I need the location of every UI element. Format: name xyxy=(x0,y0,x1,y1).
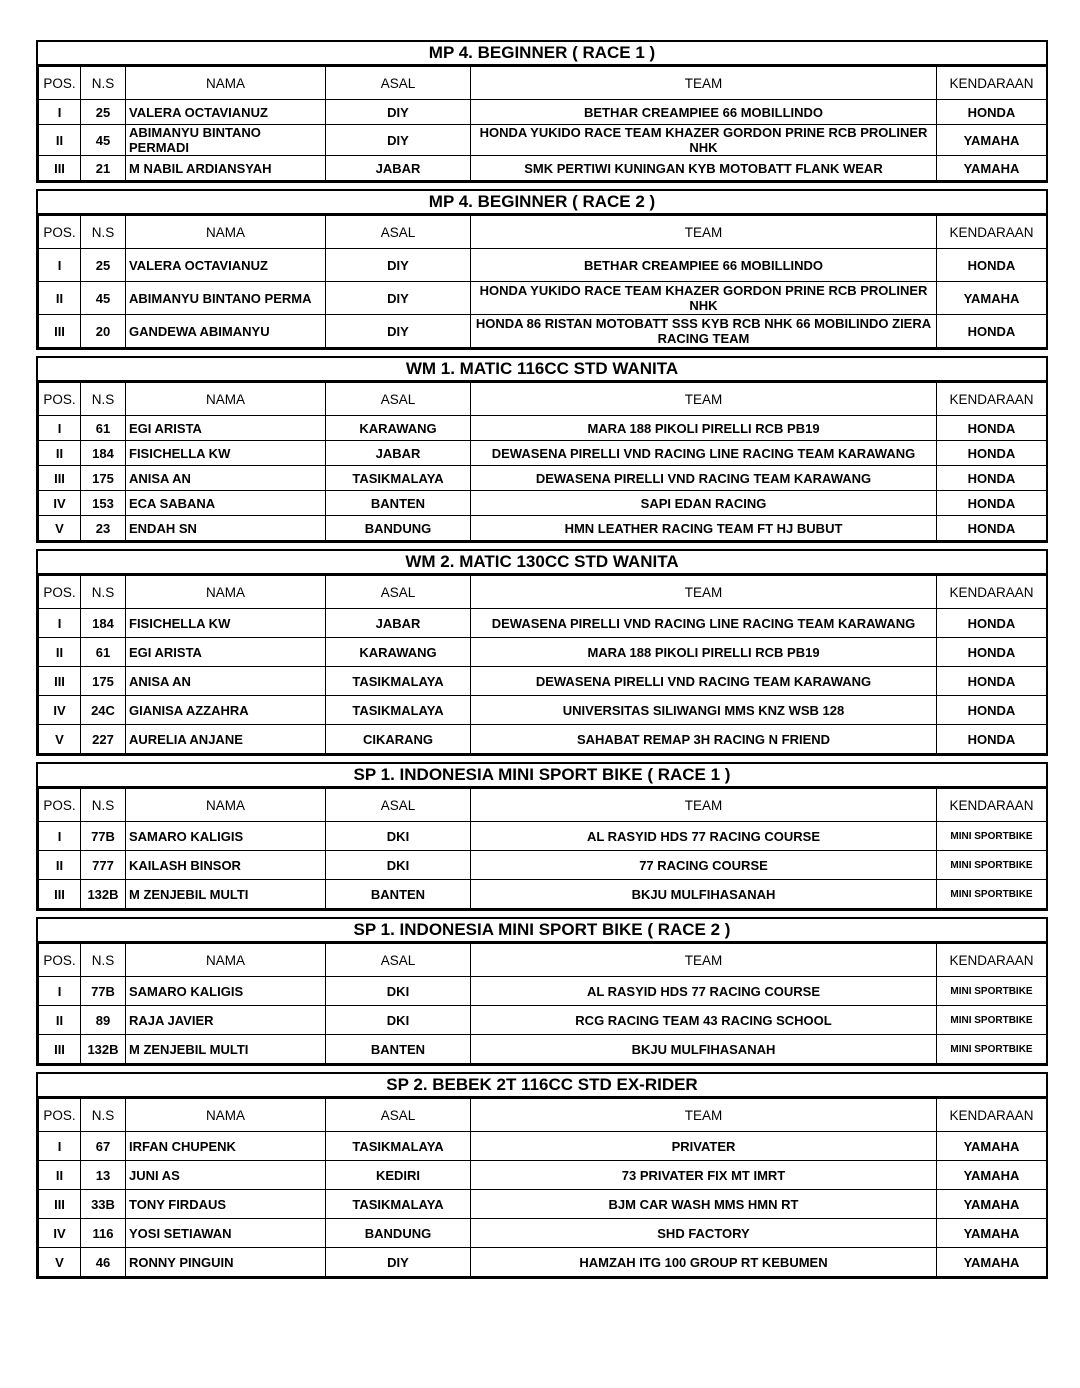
table-row xyxy=(39,100,1047,125)
cell-team: RCG RACING TEAM 43 RACING SCHOOL xyxy=(471,1006,937,1035)
cell-team: MARA 188 PIKOLI PIRELLI RCB PB19 xyxy=(471,416,937,441)
cell-ns: 184 xyxy=(81,441,126,466)
header-kendaraan: KENDARAAN xyxy=(937,576,1047,609)
cell-pos: II xyxy=(39,1161,81,1190)
cell-kendaraan: YAMAHA xyxy=(937,1248,1047,1277)
race-section xyxy=(36,1072,1048,1279)
section-title: SP 1. INDONESIA MINI SPORT BIKE ( RACE 1 ) xyxy=(38,764,1046,788)
cell-ns: 153 xyxy=(81,491,126,516)
header-ns: N.S xyxy=(81,216,126,249)
cell-pos: III xyxy=(39,466,81,491)
header-kendaraan: KENDARAAN xyxy=(937,1099,1047,1132)
header-ns: N.S xyxy=(81,67,126,100)
cell-ns: 20 xyxy=(81,315,126,348)
cell-kendaraan: HONDA xyxy=(937,725,1047,754)
cell-nama: EGI ARISTA xyxy=(126,638,326,667)
cell-team: MARA 188 PIKOLI PIRELLI RCB PB19 xyxy=(471,638,937,667)
cell-pos: III xyxy=(39,880,81,909)
cell-nama: RAJA JAVIER xyxy=(126,1006,326,1035)
cell-nama: ECA SABANA xyxy=(126,491,326,516)
cell-team: AL RASYID HDS 77 RACING COURSE xyxy=(471,977,937,1006)
cell-pos: V xyxy=(39,725,81,754)
section-title: SP 1. INDONESIA MINI SPORT BIKE ( RACE 2 ) xyxy=(38,919,1046,943)
cell-kendaraan: HONDA xyxy=(937,609,1047,638)
cell-nama: SAMARO KALIGIS xyxy=(126,822,326,851)
table-row xyxy=(39,977,1047,1006)
cell-nama: M ZENJEBIL MULTI xyxy=(126,1035,326,1064)
cell-pos: I xyxy=(39,249,81,282)
cell-team: SHD FACTORY xyxy=(471,1219,937,1248)
table-row xyxy=(39,725,1047,754)
cell-team: 73 PRIVATER FIX MT IMRT xyxy=(471,1161,937,1190)
table-row xyxy=(39,466,1047,491)
results-table xyxy=(38,1098,1047,1277)
table-row xyxy=(39,125,1047,156)
cell-asal: DKI xyxy=(326,822,471,851)
cell-nama: GIANISA AZZAHRA xyxy=(126,696,326,725)
cell-kendaraan: HONDA xyxy=(937,416,1047,441)
header-team: TEAM xyxy=(471,1099,937,1132)
cell-asal: DIY xyxy=(326,1248,471,1277)
cell-kendaraan: HONDA xyxy=(937,638,1047,667)
cell-ns: 21 xyxy=(81,156,126,181)
header-ns: N.S xyxy=(81,944,126,977)
table-row xyxy=(39,249,1047,282)
table-row xyxy=(39,851,1047,880)
cell-ns: 132B xyxy=(81,1035,126,1064)
cell-asal: JABAR xyxy=(326,156,471,181)
table-row xyxy=(39,638,1047,667)
header-asal: ASAL xyxy=(326,216,471,249)
cell-asal: DKI xyxy=(326,977,471,1006)
cell-team: BETHAR CREAMPIEE 66 MOBILLINDO xyxy=(471,100,937,125)
table-row xyxy=(39,441,1047,466)
cell-pos: IV xyxy=(39,1219,81,1248)
cell-kendaraan: HONDA xyxy=(937,100,1047,125)
header-kendaraan: KENDARAAN xyxy=(937,383,1047,416)
cell-ns: 184 xyxy=(81,609,126,638)
cell-team: HONDA 86 RISTAN MOTOBATT SSS KYB RCB NHK 66 MOBILINDO ZIERA RACING TEAM xyxy=(471,315,937,348)
cell-pos: III xyxy=(39,1035,81,1064)
cell-ns: 45 xyxy=(81,125,126,156)
header-team: TEAM xyxy=(471,789,937,822)
cell-asal: KARAWANG xyxy=(326,416,471,441)
header-nama: NAMA xyxy=(126,576,326,609)
cell-ns: 175 xyxy=(81,667,126,696)
cell-pos: II xyxy=(39,638,81,667)
cell-kendaraan: MINI SPORTBIKE xyxy=(937,1006,1047,1035)
header-ns: N.S xyxy=(81,576,126,609)
results-table xyxy=(38,215,1047,348)
results-table xyxy=(38,66,1047,181)
cell-kendaraan: HONDA xyxy=(937,491,1047,516)
cell-pos: II xyxy=(39,125,81,156)
cell-kendaraan: MINI SPORTBIKE xyxy=(937,851,1047,880)
header-pos: POS. xyxy=(39,1099,81,1132)
header-kendaraan: KENDARAAN xyxy=(937,67,1047,100)
cell-team: DEWASENA PIRELLI VND RACING LINE RACING TEAM KARAWANG xyxy=(471,609,937,638)
cell-asal: CIKARANG xyxy=(326,725,471,754)
cell-nama: ANISA AN xyxy=(126,466,326,491)
cell-team: SMK PERTIWI KUNINGAN KYB MOTOBATT FLANK WEAR xyxy=(471,156,937,181)
cell-nama: JUNI AS xyxy=(126,1161,326,1190)
cell-ns: 25 xyxy=(81,249,126,282)
cell-asal: KEDIRI xyxy=(326,1161,471,1190)
cell-kendaraan: MINI SPORTBIKE xyxy=(937,822,1047,851)
cell-kendaraan: YAMAHA xyxy=(937,1190,1047,1219)
cell-team: DEWASENA PIRELLI VND RACING LINE RACING TEAM KARAWANG xyxy=(471,441,937,466)
cell-asal: DIY xyxy=(326,315,471,348)
header-team: TEAM xyxy=(471,67,937,100)
header-nama: NAMA xyxy=(126,67,326,100)
cell-team: HONDA YUKIDO RACE TEAM KHAZER GORDON PRINE RCB PROLINER NHK xyxy=(471,125,937,156)
cell-ns: 61 xyxy=(81,638,126,667)
cell-team: BKJU MULFIHASANAH xyxy=(471,1035,937,1064)
cell-nama: VALERA OCTAVIANUZ xyxy=(126,249,326,282)
results-table xyxy=(38,788,1047,909)
header-nama: NAMA xyxy=(126,789,326,822)
cell-pos: II xyxy=(39,441,81,466)
cell-team: BJM CAR WASH MMS HMN RT xyxy=(471,1190,937,1219)
table-row xyxy=(39,1006,1047,1035)
cell-asal: DKI xyxy=(326,1006,471,1035)
header-pos: POS. xyxy=(39,67,81,100)
table-row xyxy=(39,491,1047,516)
cell-nama: YOSI SETIAWAN xyxy=(126,1219,326,1248)
cell-team: HONDA YUKIDO RACE TEAM KHAZER GORDON PRINE RCB PROLINER NHK xyxy=(471,282,937,315)
cell-ns: 13 xyxy=(81,1161,126,1190)
header-asal: ASAL xyxy=(326,383,471,416)
cell-pos: III xyxy=(39,1190,81,1219)
results-table xyxy=(38,575,1047,754)
header-pos: POS. xyxy=(39,216,81,249)
cell-team: AL RASYID HDS 77 RACING COURSE xyxy=(471,822,937,851)
table-row xyxy=(39,315,1047,348)
cell-asal: TASIKMALAYA xyxy=(326,1132,471,1161)
header-ns: N.S xyxy=(81,789,126,822)
header-kendaraan: KENDARAAN xyxy=(937,216,1047,249)
race-section xyxy=(36,40,1048,183)
cell-kendaraan: HONDA xyxy=(937,315,1047,348)
cell-pos: III xyxy=(39,156,81,181)
cell-kendaraan: YAMAHA xyxy=(937,125,1047,156)
cell-asal: TASIKMALAYA xyxy=(326,696,471,725)
cell-asal: DKI xyxy=(326,851,471,880)
race-section xyxy=(36,762,1048,911)
results-table xyxy=(38,943,1047,1064)
cell-nama: IRFAN CHUPENK xyxy=(126,1132,326,1161)
header-pos: POS. xyxy=(39,789,81,822)
cell-ns: 175 xyxy=(81,466,126,491)
cell-asal: DIY xyxy=(326,249,471,282)
cell-nama: M NABIL ARDIANSYAH xyxy=(126,156,326,181)
header-row xyxy=(39,1099,1047,1132)
cell-nama: ABIMANYU BINTANO PERMADI xyxy=(126,125,326,156)
table-row xyxy=(39,1035,1047,1064)
cell-pos: II xyxy=(39,282,81,315)
cell-kendaraan: HONDA xyxy=(937,516,1047,541)
cell-pos: IV xyxy=(39,491,81,516)
cell-nama: ANISA AN xyxy=(126,667,326,696)
section-title: WM 2. MATIC 130CC STD WANITA xyxy=(38,551,1046,575)
cell-nama: ENDAH SN xyxy=(126,516,326,541)
cell-kendaraan: MINI SPORTBIKE xyxy=(937,977,1047,1006)
results-table xyxy=(38,382,1047,541)
cell-kendaraan: HONDA xyxy=(937,441,1047,466)
cell-ns: 777 xyxy=(81,851,126,880)
cell-ns: 23 xyxy=(81,516,126,541)
cell-ns: 77B xyxy=(81,822,126,851)
header-team: TEAM xyxy=(471,383,937,416)
section-title: WM 1. MATIC 116CC STD WANITA xyxy=(38,358,1046,382)
header-row xyxy=(39,576,1047,609)
cell-asal: JABAR xyxy=(326,609,471,638)
header-row xyxy=(39,944,1047,977)
header-ns: N.S xyxy=(81,1099,126,1132)
cell-nama: ABIMANYU BINTANO PERMA xyxy=(126,282,326,315)
cell-pos: IV xyxy=(39,696,81,725)
cell-nama: VALERA OCTAVIANUZ xyxy=(126,100,326,125)
table-row xyxy=(39,667,1047,696)
cell-asal: TASIKMALAYA xyxy=(326,466,471,491)
header-kendaraan: KENDARAAN xyxy=(937,944,1047,977)
table-row xyxy=(39,822,1047,851)
cell-asal: JABAR xyxy=(326,441,471,466)
cell-ns: 61 xyxy=(81,416,126,441)
cell-asal: BANDUNG xyxy=(326,1219,471,1248)
cell-ns: 77B xyxy=(81,977,126,1006)
race-section xyxy=(36,917,1048,1066)
header-nama: NAMA xyxy=(126,944,326,977)
results-sheet xyxy=(36,40,1048,1279)
table-row xyxy=(39,416,1047,441)
table-row xyxy=(39,1132,1047,1161)
cell-pos: II xyxy=(39,851,81,880)
cell-team: SAPI EDAN RACING xyxy=(471,491,937,516)
cell-nama: FISICHELLA KW xyxy=(126,609,326,638)
header-asal: ASAL xyxy=(326,67,471,100)
header-nama: NAMA xyxy=(126,383,326,416)
table-row xyxy=(39,696,1047,725)
table-row xyxy=(39,282,1047,315)
race-section xyxy=(36,356,1048,543)
section-title: MP 4. BEGINNER ( RACE 1 ) xyxy=(38,42,1046,66)
table-row xyxy=(39,1219,1047,1248)
cell-asal: BANDUNG xyxy=(326,516,471,541)
cell-ns: 89 xyxy=(81,1006,126,1035)
cell-pos: II xyxy=(39,1006,81,1035)
cell-asal: DIY xyxy=(326,125,471,156)
cell-asal: BANTEN xyxy=(326,880,471,909)
cell-kendaraan: YAMAHA xyxy=(937,156,1047,181)
header-kendaraan: KENDARAAN xyxy=(937,789,1047,822)
header-row xyxy=(39,789,1047,822)
cell-asal: BANTEN xyxy=(326,491,471,516)
table-row xyxy=(39,1161,1047,1190)
header-ns: N.S xyxy=(81,383,126,416)
cell-team: HAMZAH ITG 100 GROUP RT KEBUMEN xyxy=(471,1248,937,1277)
cell-nama: AURELIA ANJANE xyxy=(126,725,326,754)
cell-nama: KAILASH BINSOR xyxy=(126,851,326,880)
cell-asal: DIY xyxy=(326,282,471,315)
cell-nama: GANDEWA ABIMANYU xyxy=(126,315,326,348)
cell-ns: 116 xyxy=(81,1219,126,1248)
cell-asal: BANTEN xyxy=(326,1035,471,1064)
header-pos: POS. xyxy=(39,944,81,977)
table-row xyxy=(39,609,1047,638)
cell-asal: TASIKMALAYA xyxy=(326,1190,471,1219)
cell-ns: 25 xyxy=(81,100,126,125)
cell-pos: I xyxy=(39,609,81,638)
cell-team: SAHABAT REMAP 3H RACING N FRIEND xyxy=(471,725,937,754)
cell-ns: 227 xyxy=(81,725,126,754)
cell-pos: I xyxy=(39,1132,81,1161)
header-asal: ASAL xyxy=(326,1099,471,1132)
cell-nama: FISICHELLA KW xyxy=(126,441,326,466)
cell-kendaraan: HONDA xyxy=(937,667,1047,696)
cell-nama: M ZENJEBIL MULTI xyxy=(126,880,326,909)
header-row xyxy=(39,383,1047,416)
cell-pos: III xyxy=(39,315,81,348)
cell-nama: SAMARO KALIGIS xyxy=(126,977,326,1006)
cell-pos: I xyxy=(39,977,81,1006)
header-asal: ASAL xyxy=(326,944,471,977)
cell-kendaraan: YAMAHA xyxy=(937,1161,1047,1190)
header-asal: ASAL xyxy=(326,576,471,609)
section-title: MP 4. BEGINNER ( RACE 2 ) xyxy=(38,191,1046,215)
header-nama: NAMA xyxy=(126,1099,326,1132)
cell-pos: III xyxy=(39,667,81,696)
cell-kendaraan: MINI SPORTBIKE xyxy=(937,1035,1047,1064)
header-pos: POS. xyxy=(39,383,81,416)
table-row xyxy=(39,880,1047,909)
table-row xyxy=(39,156,1047,181)
header-row xyxy=(39,67,1047,100)
cell-kendaraan: HONDA xyxy=(937,696,1047,725)
section-title: SP 2. BEBEK 2T 116CC STD EX-RIDER xyxy=(38,1074,1046,1098)
cell-team: 77 RACING COURSE xyxy=(471,851,937,880)
cell-pos: I xyxy=(39,100,81,125)
header-pos: POS. xyxy=(39,576,81,609)
table-row xyxy=(39,1248,1047,1277)
cell-ns: 132B xyxy=(81,880,126,909)
header-team: TEAM xyxy=(471,576,937,609)
cell-team: BKJU MULFIHASANAH xyxy=(471,880,937,909)
cell-kendaraan: YAMAHA xyxy=(937,1219,1047,1248)
cell-pos: I xyxy=(39,822,81,851)
cell-pos: V xyxy=(39,1248,81,1277)
cell-pos: I xyxy=(39,416,81,441)
cell-kendaraan: HONDA xyxy=(937,249,1047,282)
cell-asal: DIY xyxy=(326,100,471,125)
cell-team: DEWASENA PIRELLI VND RACING TEAM KARAWANG xyxy=(471,667,937,696)
race-section xyxy=(36,189,1048,350)
cell-nama: TONY FIRDAUS xyxy=(126,1190,326,1219)
header-nama: NAMA xyxy=(126,216,326,249)
cell-pos: V xyxy=(39,516,81,541)
cell-ns: 67 xyxy=(81,1132,126,1161)
cell-asal: KARAWANG xyxy=(326,638,471,667)
cell-kendaraan: MINI SPORTBIKE xyxy=(937,880,1047,909)
cell-ns: 33B xyxy=(81,1190,126,1219)
cell-kendaraan: YAMAHA xyxy=(937,282,1047,315)
cell-ns: 24C xyxy=(81,696,126,725)
cell-kendaraan: HONDA xyxy=(937,466,1047,491)
header-row xyxy=(39,216,1047,249)
cell-team: PRIVATER xyxy=(471,1132,937,1161)
table-row xyxy=(39,516,1047,541)
header-team: TEAM xyxy=(471,944,937,977)
cell-nama: RONNY PINGUIN xyxy=(126,1248,326,1277)
race-section xyxy=(36,549,1048,756)
cell-asal: TASIKMALAYA xyxy=(326,667,471,696)
cell-kendaraan: YAMAHA xyxy=(937,1132,1047,1161)
table-row xyxy=(39,1190,1047,1219)
cell-ns: 46 xyxy=(81,1248,126,1277)
header-asal: ASAL xyxy=(326,789,471,822)
cell-ns: 45 xyxy=(81,282,126,315)
cell-nama: EGI ARISTA xyxy=(126,416,326,441)
header-team: TEAM xyxy=(471,216,937,249)
cell-team: HMN LEATHER RACING TEAM FT HJ BUBUT xyxy=(471,516,937,541)
cell-team: BETHAR CREAMPIEE 66 MOBILLINDO xyxy=(471,249,937,282)
cell-team: DEWASENA PIRELLI VND RACING TEAM KARAWANG xyxy=(471,466,937,491)
cell-team: UNIVERSITAS SILIWANGI MMS KNZ WSB 128 xyxy=(471,696,937,725)
